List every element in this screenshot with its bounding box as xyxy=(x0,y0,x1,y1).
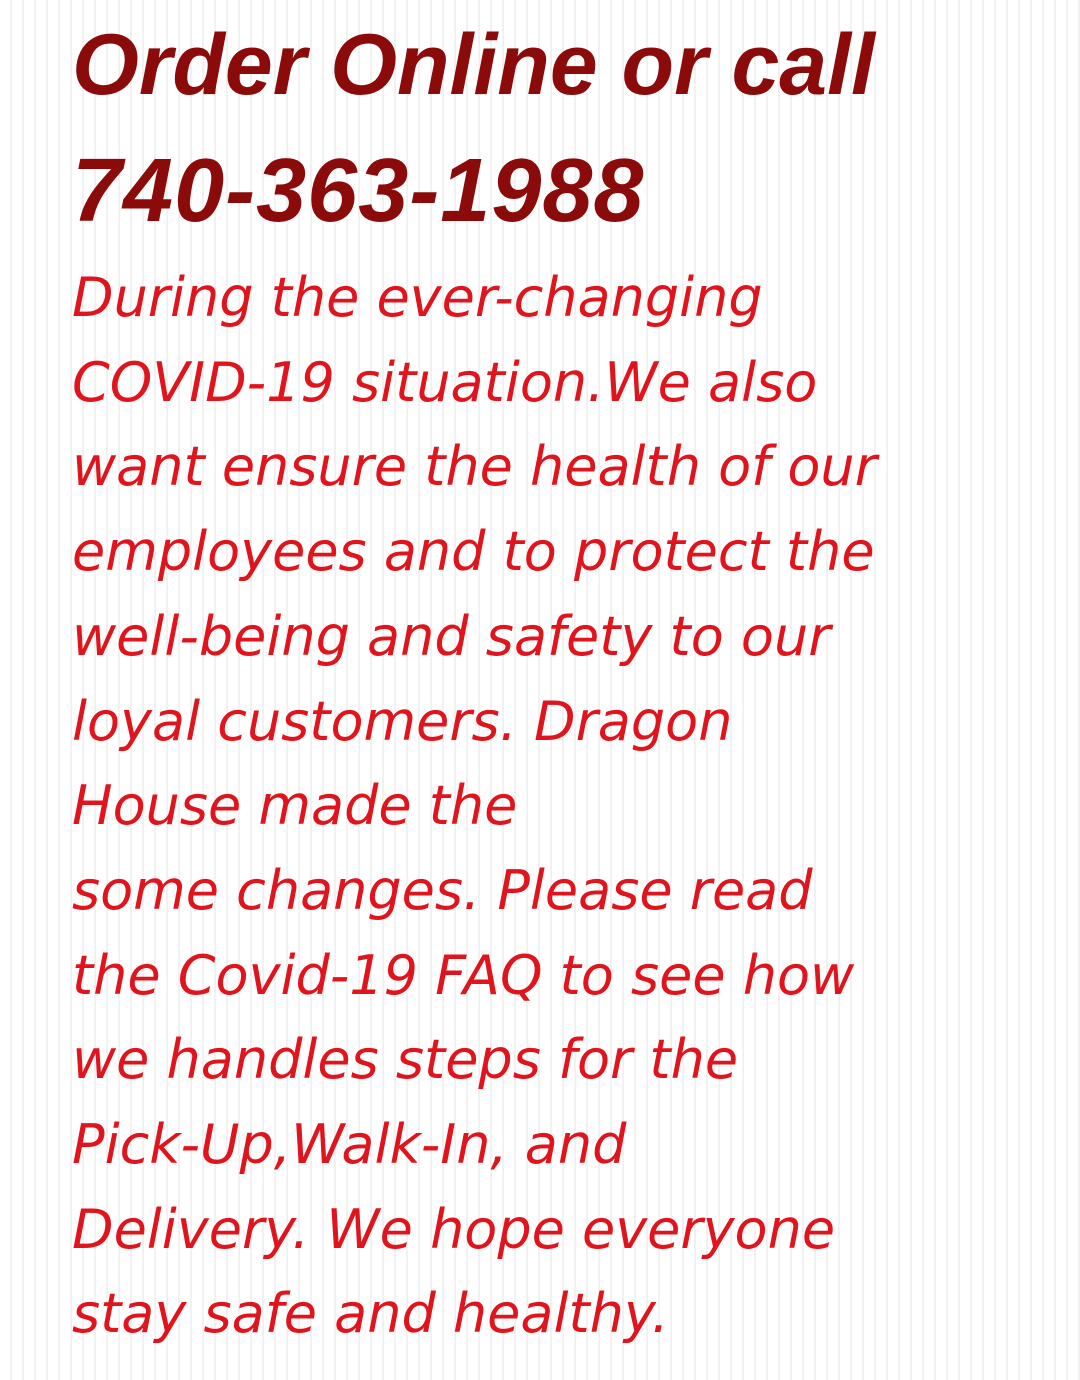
notice-line: loyal customers. Dragon xyxy=(72,689,733,753)
notice-line: stay safe and healthy. xyxy=(72,1282,669,1346)
notice-line: House made the xyxy=(72,774,518,838)
notice-line: the Covid-19 FAQ to see how xyxy=(72,943,855,1007)
notice-line: During the ever-changing xyxy=(72,266,763,329)
covid-notice-text xyxy=(72,256,1062,1357)
phone-number[interactable]: 740-363-1988 xyxy=(72,141,645,241)
notice-line: COVID-19 situation.We also xyxy=(72,350,818,414)
order-online-heading: Order Online or call xyxy=(72,17,875,113)
notice-line: want ensure the health of our xyxy=(72,435,877,499)
notice-line: we handles steps for the xyxy=(72,1028,739,1092)
notice-line: Delivery. We hope everyone xyxy=(72,1197,836,1261)
notice-line: well-being and safety to our xyxy=(72,604,831,668)
notice-line: Pick-Up,Walk-In, and xyxy=(72,1113,627,1177)
notice-line: employees and to protect the xyxy=(72,520,875,584)
notice-line: some changes. Please read xyxy=(72,858,813,922)
